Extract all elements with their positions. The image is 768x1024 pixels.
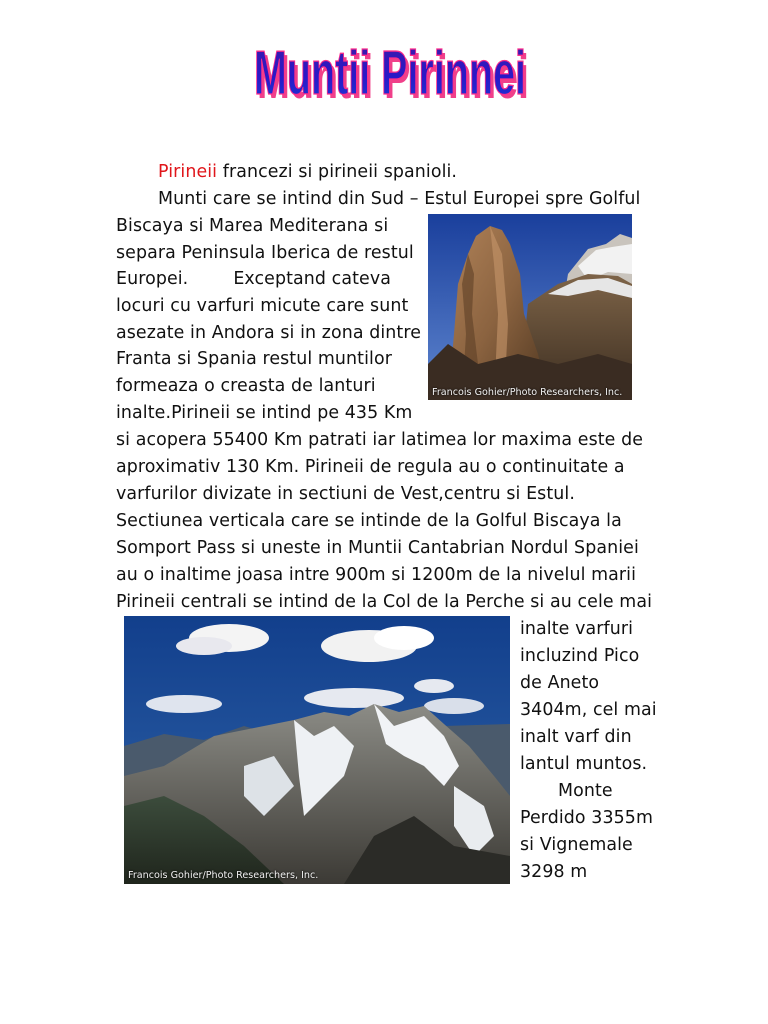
photo-credit-top: Francois Gohier/Photo Researchers, Inc.	[432, 387, 623, 398]
line-1-text: francezi si pirineii spanioli.	[217, 162, 458, 182]
text-line-9: formeaza o creasta de lanturi	[116, 376, 376, 396]
page-title-text: Muntii Pirinnei	[254, 39, 526, 108]
text-line-7: asezate in Andora si in zona dintre	[116, 323, 422, 343]
text-line-11: si acopera 55400 Km patrati iar latimea lor maxima este de	[116, 430, 644, 450]
page-title	[248, 30, 533, 114]
text-line-27: 3298 m	[520, 862, 588, 882]
text-line-22: inalt varf din	[520, 727, 632, 747]
text-line-17: Pirineii centrali se intind de la Col de la Perche si au cele mai	[116, 592, 653, 612]
text-line-21: 3404m, cel mai	[520, 700, 657, 720]
page-title-shadow: Muntii Pirinnei	[257, 43, 529, 112]
text-line-2: Munti care se intind din Sud – Estul Europei spre Golful	[158, 189, 641, 209]
text-line-25: Perdido 3355m	[520, 808, 653, 828]
text-line-16: au o inaltime joasa intre 900m si 1200m de la nivelul marii	[116, 565, 637, 585]
text-line-20: de Aneto	[520, 673, 600, 693]
text-line-10: inalte.Pirineii se intind pe 435 Km	[116, 403, 413, 423]
photo-credit-bottom: Francois Gohier/Photo Researchers, Inc.	[128, 870, 319, 881]
text-line-24: Monte	[558, 781, 613, 801]
text-line-6: locuri cu varfuri micute care sunt	[116, 296, 409, 316]
text-line-26: si Vignemale	[520, 835, 633, 855]
text-line-12: aproximativ 130 Km. Pirineii de regula au o continuitate a	[116, 457, 625, 477]
text-line-3: Biscaya si Marea Mediterana si	[116, 216, 389, 236]
text-line-5: Europei. Exceptand cateva	[116, 269, 391, 289]
text-line-8: Franta si Spania restul muntilor	[116, 349, 392, 369]
text-line-14: Sectiunea verticala care se intinde de la Golful Biscaya la	[116, 511, 622, 531]
text-line-1	[158, 159, 457, 186]
highlight-word: Pirineii	[158, 162, 218, 182]
text-line-4: separa Peninsula Iberica de restul	[116, 243, 414, 263]
text-line-19: incluzind Pico	[520, 646, 640, 666]
mountain-photo-top	[428, 214, 632, 400]
text-line-18: inalte varfuri	[520, 619, 634, 639]
text-line-13: varfurilor divizate in sectiuni de Vest,centru si Estul.	[116, 484, 575, 504]
mountain-photo-bottom	[124, 616, 510, 884]
text-line-23: lantul muntos.	[520, 754, 648, 774]
text-line-15: Somport Pass si uneste in Muntii Cantabrian Nordul Spaniei	[116, 538, 639, 558]
